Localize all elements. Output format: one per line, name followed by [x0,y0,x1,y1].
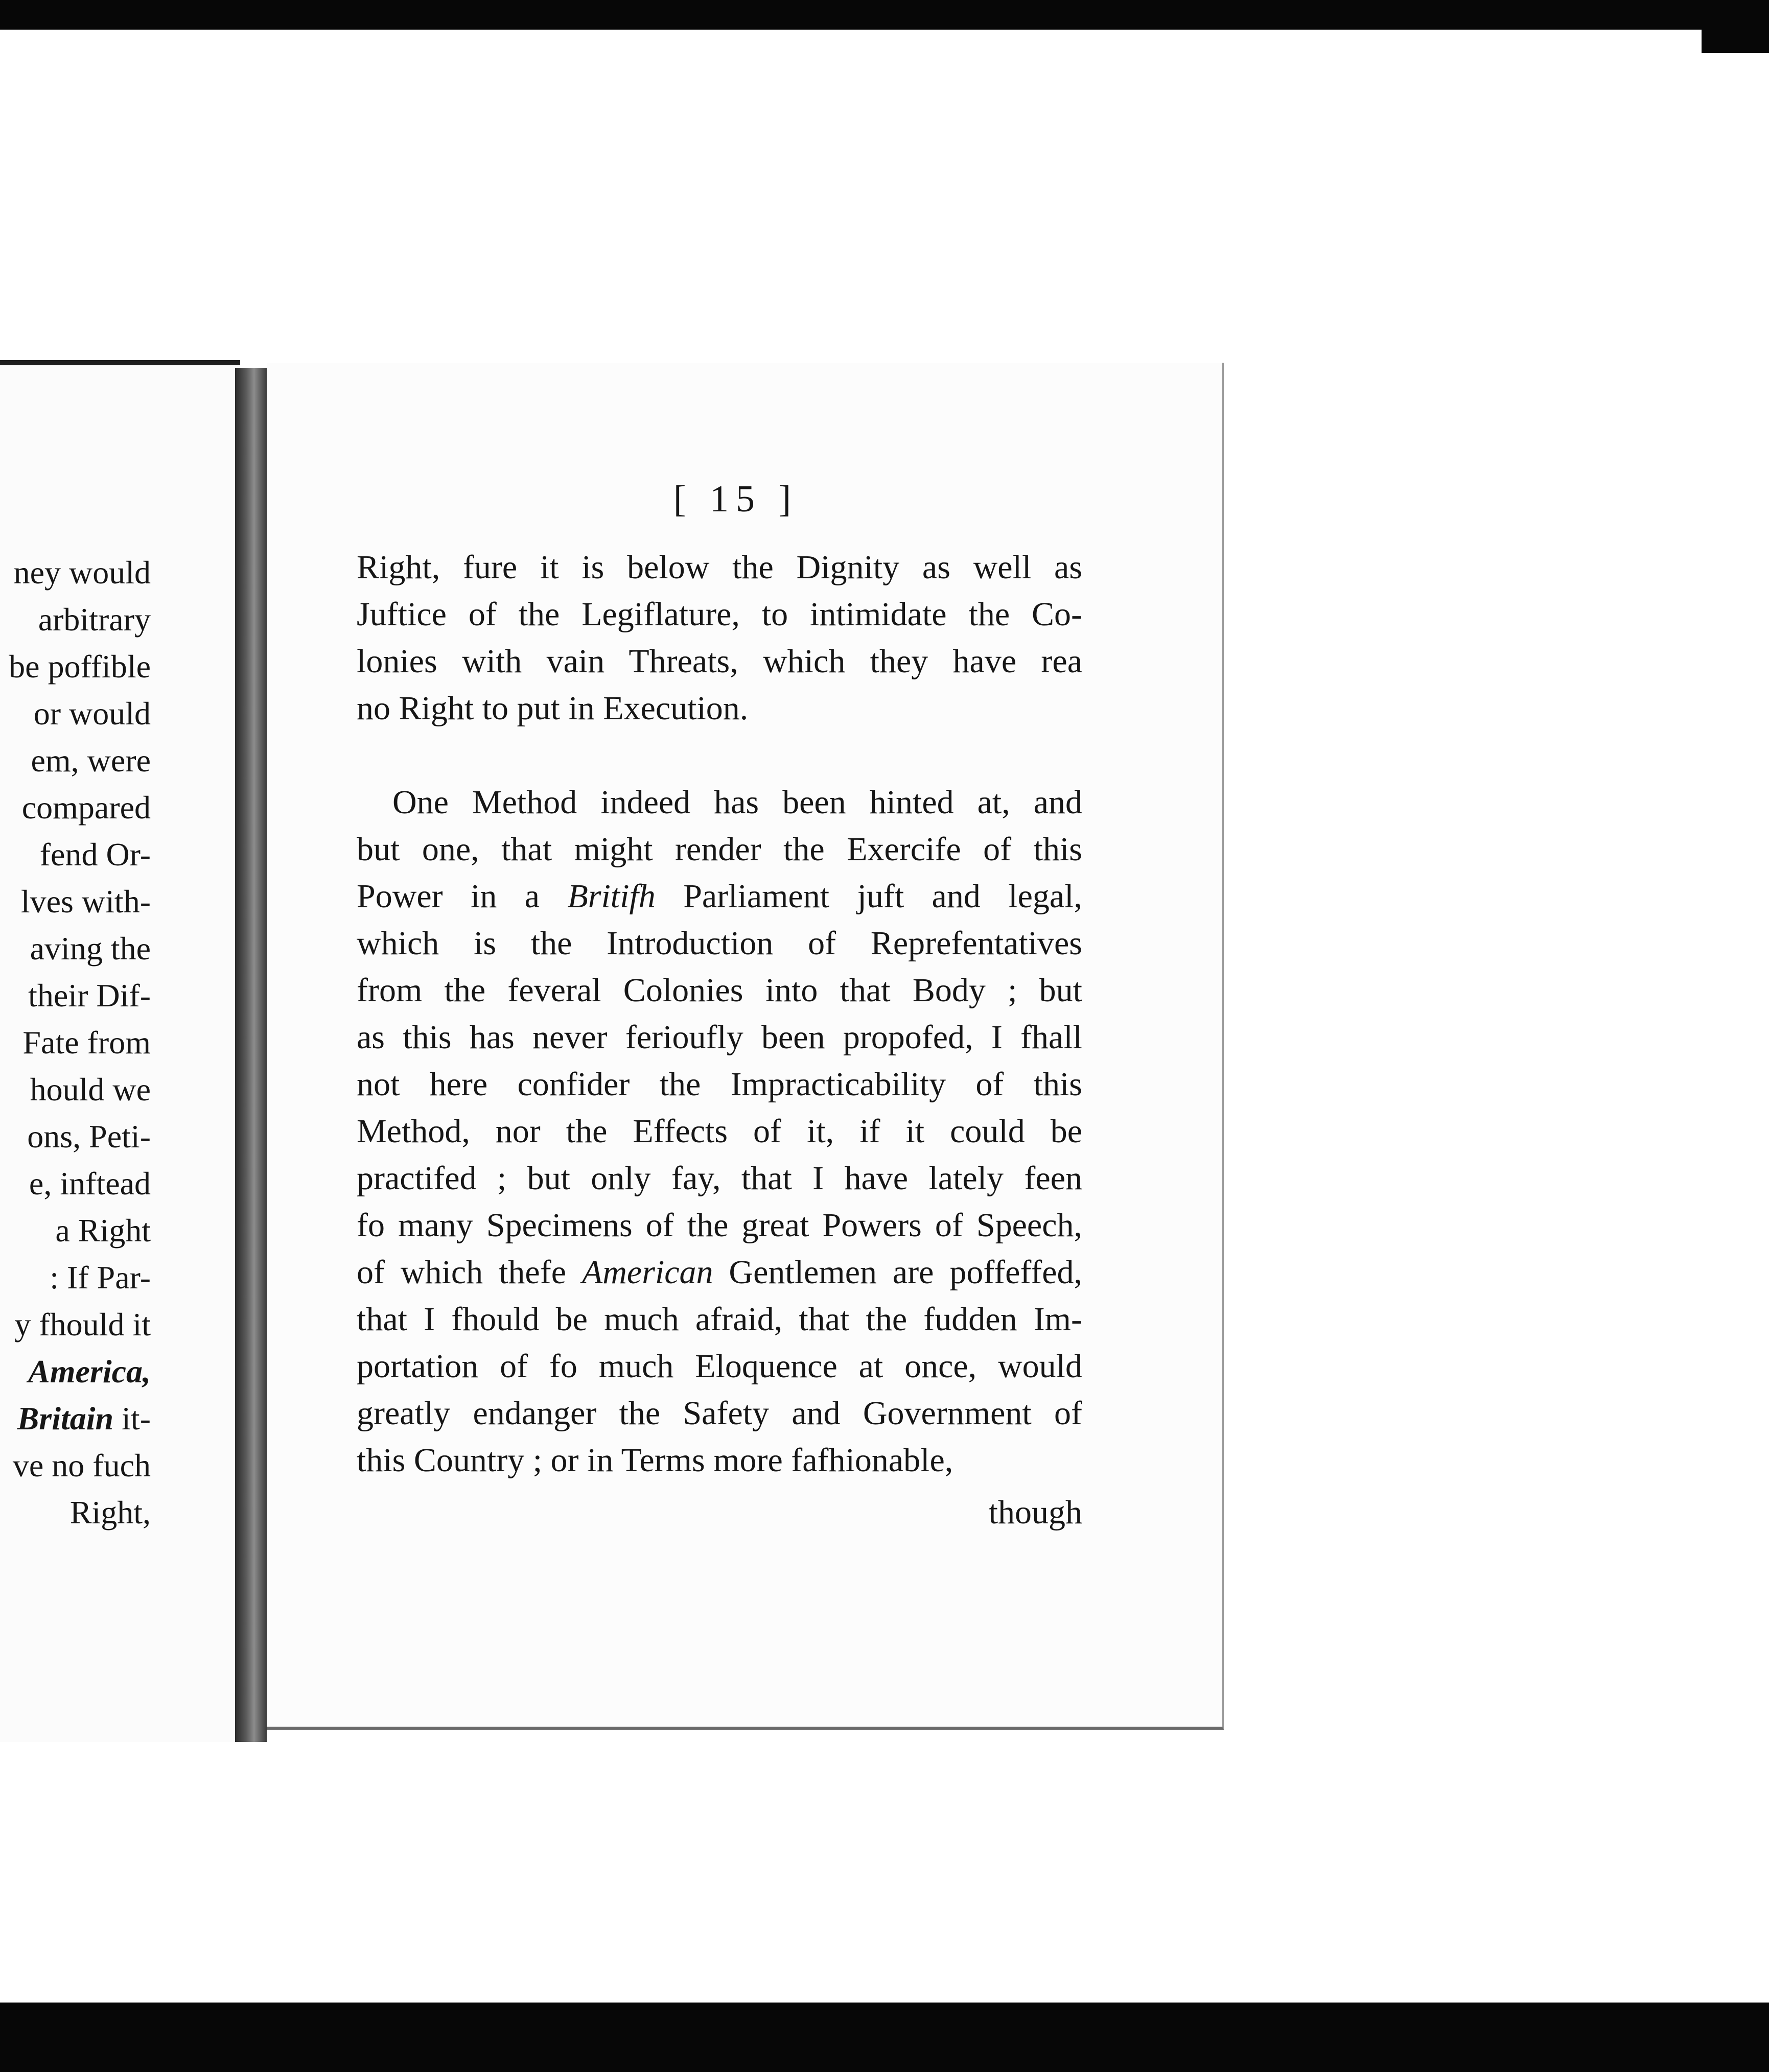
text-segment: be poffible [9,648,151,685]
left-page-line-13 [0,1113,151,1160]
text-segment: their Dif- [28,977,151,1014]
left-page-line-6 [0,784,151,831]
text-segment: or would [33,695,151,732]
text-segment: as this has never ferioufly been propofed, I fhall [357,1019,1082,1056]
paragraph-2-line-11 [357,1249,1082,1296]
text-segment: Gentlemen are poffeffed, [713,1254,1082,1291]
text-segment: Britifh [567,878,656,915]
text-segment: which is the Introduction of Reprefentatives [357,925,1082,962]
text-segment: it- [113,1400,151,1437]
left-page-line-4 [0,690,151,737]
text-segment: that I fhould be much afraid, that the fudden Im- [357,1301,1082,1338]
text-segment: hould we [30,1071,151,1108]
paragraph-2-line-7 [357,1061,1082,1108]
paragraph-2-line-14 [357,1390,1082,1437]
text-segment: Method, nor the Effects of it, if it could be [357,1113,1082,1150]
text-segment: arbitrary [38,601,151,638]
text-segment: from the feveral Colonies into that Body ; but [357,972,1082,1009]
paragraph-2-line-13 [357,1343,1082,1390]
text-segment: this Country ; or in Terms more fafhionable, [357,1442,953,1479]
left-page-line-18 [0,1348,151,1395]
book-gutter [235,368,267,1742]
paragraph-1-line-1: Right, fure it is below the Dignity as well as [357,549,1082,586]
text-segment: em, were [31,742,151,779]
scan-border-top [0,0,1769,30]
left-page-line-17 [0,1301,151,1348]
left-page-line-2 [0,596,151,643]
paragraph-2-line-15 [357,1437,1082,1484]
left-page-line-15 [0,1207,151,1254]
text-segment: but one, that might render the Exercife of this [357,831,1082,868]
text-segment: y fhould it [14,1306,151,1343]
page-number: [ 15 ] [673,478,799,520]
paragraph-2-line-12 [357,1296,1082,1343]
text-segment: greatly endanger the Safety and Government of [357,1395,1082,1432]
left-page-line-1 [0,549,151,596]
text-segment: ve no fuch [12,1447,151,1484]
paragraph-1-line-4: no Right to put in Execution. [357,690,749,727]
left-page-line-3 [0,643,151,690]
text-segment: not here confider the Impracticability of this [357,1066,1082,1103]
left-page-line-20 [0,1442,151,1489]
text-segment: : If Par- [50,1259,151,1296]
text-segment: fend Or- [39,836,151,873]
paragraph-2-line-2 [357,826,1082,873]
left-page-line-21 [0,1489,151,1536]
left-page-line-12 [0,1066,151,1113]
text-segment: American [581,1254,713,1291]
text-segment: Britain [17,1400,114,1437]
left-page-line-11 [0,1019,151,1066]
paragraph-2-line-4 [357,920,1082,967]
text-segment: portation of fo much Eloquence at once, would [357,1348,1082,1385]
left-page [0,360,240,1742]
text-segment: One Method indeed has been hinted at, and [392,784,1082,821]
left-page-line-7 [0,831,151,878]
left-page-line-5 [0,737,151,784]
text-segment: fo many Specimens of the great Powers of Speech, [357,1207,1082,1244]
text-segment: aving the [30,930,151,967]
paragraph-2-line-1 [357,779,1082,826]
text-segment: Parliament juft and legal, [655,878,1082,915]
left-page-line-16 [0,1254,151,1301]
paragraph-2-line-6 [357,1014,1082,1061]
text-segment: Power in a [357,878,568,915]
text-segment: Right, [69,1494,151,1531]
paragraph-2-line-5 [357,967,1082,1014]
paragraph-1-line-2: Juftice of the Legiflature, to intimidate the Co- [357,596,1082,633]
text-segment: practifed ; but only fay, that I have lately feen [357,1160,1082,1197]
paragraph-2-line-8 [357,1108,1082,1155]
paragraph-1-line-3: lonies with vain Threats, which they have rea [357,643,1082,680]
text-segment: ney would [13,554,151,591]
left-page-line-8 [0,878,151,925]
catchword: though [988,1494,1082,1531]
left-page-line-10 [0,972,151,1019]
paragraph-2-line-3 [357,873,1082,920]
paragraph-2-line-10 [357,1202,1082,1249]
text-segment: a Right [55,1212,151,1249]
text-segment: compared [21,789,151,826]
text-segment: lves with- [20,883,151,920]
left-page-line-14 [0,1160,151,1207]
scan-border-corner [1702,30,1769,53]
left-page-line-9 [0,925,151,972]
text-segment: ons, Peti- [27,1118,151,1155]
scan-border-bottom [0,2003,1769,2072]
text-segment: Fate from [22,1024,151,1061]
paragraph-2-line-9 [357,1155,1082,1202]
text-segment: of which thefe [357,1254,582,1291]
left-page-line-19 [0,1395,151,1442]
text-segment: e, inftead [29,1165,151,1202]
text-segment: America, [28,1353,151,1390]
